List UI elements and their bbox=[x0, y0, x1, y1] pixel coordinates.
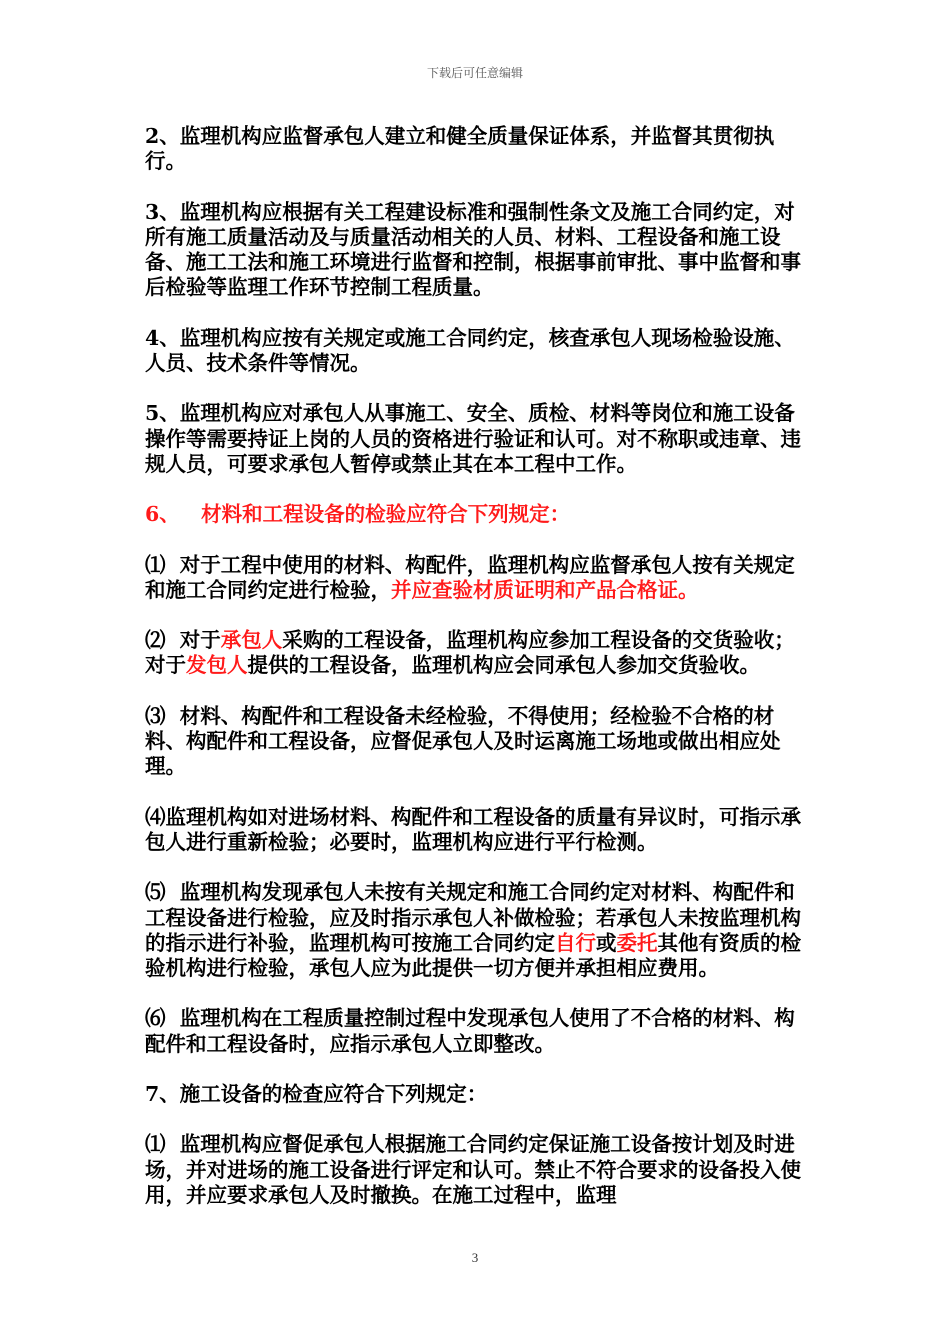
page-header: 下载后可任意编辑 bbox=[426, 66, 523, 80]
paragraph bbox=[145, 553, 813, 604]
paragraph-text: ⑹ 监理机构在工程质量控制过程中发现承包人使用了不合格的材料、构配件和工程设备时，应指示承包人立即整改。 bbox=[145, 1006, 795, 1056]
paragraph-text: 采购的工程设备，监理机构应参加工程设备的交货验收；对于 bbox=[145, 628, 795, 678]
paragraph-text: 其他有资质的检验机构进行检验，承包人应为此提供一切方便并承担相应费用。 bbox=[145, 930, 801, 981]
page-number: 3 bbox=[471, 1250, 479, 1265]
paragraph-text: 5、监理机构应对承包人从事施工、安全、质检、材料等岗位和施工设备操作等需要持证上岗的人员的资格进行验证和认可。对不称职或违章、违规人员，可要求承包人暂停或禁止其在本工程中工作。 bbox=[145, 401, 801, 476]
highlighted-text: 委托 bbox=[616, 930, 658, 955]
paragraph bbox=[145, 805, 813, 856]
paragraph-text: 3、监理机构应根据有关工程建设标准和强制性条文及施工合同约定，对所有施工质量活动及与质量活动相关的人员、材料、工程设备和施工设备、施工工法和施工环境进行监督和控制，根据事前审批、事中监督和事后检验等监理工作环节控制工程质量。 bbox=[145, 199, 801, 300]
paragraph bbox=[145, 1006, 813, 1057]
paragraph-text: 4、监理机构应按有关规定或施工合同约定，核查承包人现场检验设施、人员、技术条件等情况。 bbox=[145, 325, 795, 376]
paragraph bbox=[145, 124, 813, 175]
paragraph bbox=[145, 1082, 813, 1107]
paragraph bbox=[145, 1132, 813, 1208]
paragraph-text: 7、施工设备的检查应符合下列规定： bbox=[145, 1082, 488, 1107]
paragraph-text: ⑸ 监理机构发现承包人未按有关规定和施工合同约定对材料、构配件和工程设备进行检验，应及时指示承包人补做检验；若承包人未按监理机构的指示进行补验，监理机构可按施工合同约定 bbox=[145, 880, 801, 955]
paragraph bbox=[145, 401, 813, 477]
paragraph-text: 2、监理机构应监督承包人建立和健全质量保证体系，并监督其贯彻执行。 bbox=[145, 124, 775, 174]
paragraph bbox=[145, 326, 813, 377]
paragraph-text: ⑶ 材料、构配件和工程设备未经检验，不得使用；经检验不合格的材料、构配件和工程设备，应督促承包人及时运离施工场地或做出相应处理。 bbox=[145, 703, 781, 779]
paragraph-text: ⑴ 对于工程中使用的材料、构配件，监理机构应监督承包人按有关规定和施工合同约定进行检验， bbox=[145, 552, 795, 602]
paragraph-text: ⑷监理机构如对进场材料、构配件和工程设备的质量有异议时，可指示承包人进行重新检验；必要时，监理机构应进行平行检测。 bbox=[145, 804, 801, 854]
paragraph bbox=[145, 704, 813, 780]
highlighted-text: 自行 bbox=[555, 930, 596, 955]
highlighted-text: 6、 材料和工程设备的检验应符合下列规定： bbox=[145, 502, 571, 527]
paragraph-text: 或 bbox=[596, 930, 617, 955]
paragraph-text: ⑵ 对于 bbox=[145, 628, 221, 653]
highlighted-text: 并应查验材质证明和产品合格证。 bbox=[391, 577, 699, 602]
paragraph-text: 提供的工程设备，监理机构应会同承包人参加交货验收。 bbox=[247, 653, 760, 678]
paragraph bbox=[145, 502, 813, 527]
paragraph bbox=[145, 200, 813, 301]
highlighted-text: 发包人 bbox=[186, 653, 248, 678]
document-body bbox=[145, 124, 813, 1233]
highlighted-text: 承包人 bbox=[220, 628, 283, 653]
paragraph-text: ⑴ 监理机构应督促承包人根据施工合同约定保证施工设备按计划及时进场，并对进场的施工设备进行评定和认可。禁止不符合要求的设备投入使用，并应要求承包人及时撤换。在施工过程中，监理 bbox=[145, 1132, 801, 1207]
paragraph bbox=[145, 628, 813, 679]
paragraph bbox=[145, 880, 813, 981]
